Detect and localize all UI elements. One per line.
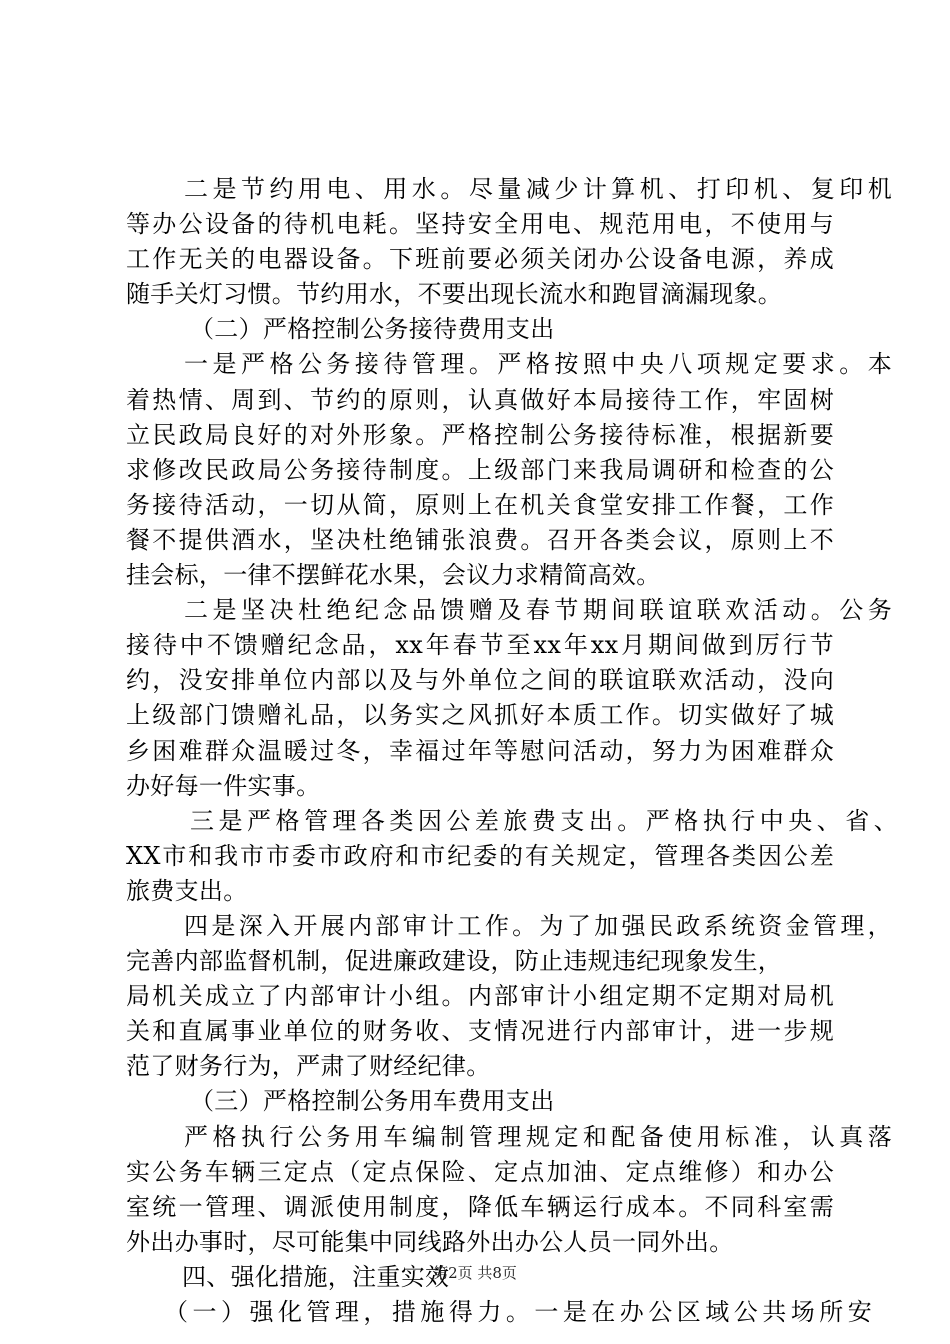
section-heading: （三）严格控制公务用车费用支出 [190,1087,555,1116]
paragraph-line: 务接待活动，一切从简，原则上在机关食堂安排工作餐，工作 [126,490,834,519]
paragraph-line: 旅费支出。 [126,876,248,905]
paragraph-line: XX市和我市市委市政府和市纪委的有关规定，管理各类因公差 [126,841,834,870]
paragraph-line: 范了财务行为，严肃了财经纪律。 [126,1052,491,1081]
paragraph-line: 室统一管理、调派使用制度，降低车辆运行成本。不同科室需 [126,1192,834,1221]
paragraph-line: 外出办事时，尽可能集中同线路外出办公人员一同外出。 [126,1227,734,1256]
paragraph-line: 严格执行公务用车编制管理规定和配备使用标准，认真落 [184,1122,892,1151]
section-heading: 四、强化措施，注重实效 [182,1262,450,1291]
paragraph-line: 上级部门馈赠礼品，以务实之风抓好本质工作。切实做好了城 [126,701,834,730]
paragraph-line: 办好每一件实事。 [126,771,321,800]
paragraph-line: 工作无关的电器设备。下班前要必须关闭办公设备电源，养成 [126,245,834,274]
paragraph-line: 挂会标，一律不摆鲜花水果，会议力求精简高效。 [126,561,661,590]
paragraph-line: 一是严格公务接待管理。严格按照中央八项规定要求。本 [184,350,892,379]
paragraph-line: 实公务车辆三定点（定点保险、定点加油、定点维修）和办公 [126,1157,834,1186]
paragraph-line: 四是深入开展内部审计工作。为了加强民政系统资金管理， [184,911,892,940]
paragraph-line: 局机关成立了内部审计小组。内部审计小组定期不定期对局机 [126,982,834,1011]
paragraph-line: 三是严格管理各类因公差旅费支出。严格执行中央、省、 [190,806,898,835]
paragraph-line: 关和直属事业单位的财务收、支情况进行内部审计，进一步规 [126,1017,834,1046]
section-heading: （二）严格控制公务接待费用支出 [190,315,555,344]
paragraph-line: 着热情、周到、节约的原则，认真做好本局接待工作，牢固树 [126,385,834,414]
paragraph-line: 约，没安排单位内部以及与外单位之间的联谊联欢活动，没向 [126,666,834,695]
paragraph-line: （一）强化管理，措施得力。一是在办公区域公共场所安 [164,1298,872,1326]
paragraph-line: 求修改民政局公务接待制度。上级部门来我局调研和检查的公 [126,455,834,484]
paragraph-line: 等办公设备的待机电耗。坚持安全用电、规范用电，不使用与 [126,210,834,239]
paragraph-line: 餐不提供酒水，坚决杜绝铺张浪费。召开各类会议，原则上不 [126,525,834,554]
document-body [126,172,898,1330]
paragraph-line: 二是节约用电、用水。尽量减少计算机、打印机、复印机 [184,175,892,203]
paragraph-line: 乡困难群众温暖过冬，幸福过年等慰问活动，努力为困难群众 [126,736,834,765]
paragraph-line: 立民政局良好的对外形象。严格控制公务接待标准，根据新要 [126,420,834,449]
paragraph-line: 二是坚决杜绝纪念品馈赠及春节期间联谊联欢活动。公务 [184,596,892,625]
paragraph-line: 随手关灯习惯。节约用水，不要出现长流水和跑冒滴漏现象。 [126,280,783,309]
page-number-footer: 第2页 共8页 [433,1264,517,1282]
paragraph-line: 完善内部监督机制，促进廉政建设，防止违规违纪现象发生， [126,947,783,976]
paragraph-line: 接待中不馈赠纪念品，xx年春节至xx年xx月期间做到厉行节 [126,631,834,660]
